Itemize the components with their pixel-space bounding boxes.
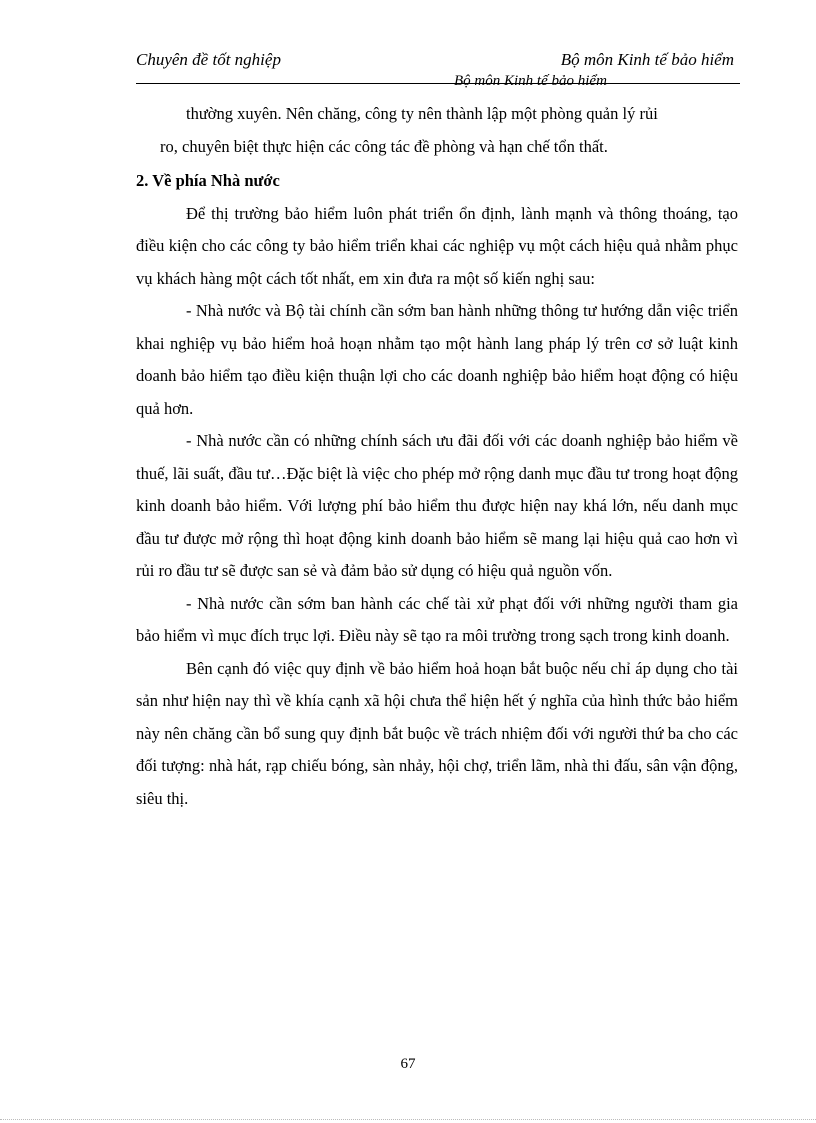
paragraph-intro: Để thị trường bảo hiểm luôn phát triển ổn định, lành mạnh và thông thoáng, tạo điều kiện cho các công ty bảo hiểm triển khai các nghiệp vụ một cách hiệu quả nhằm phục vụ khách hàng một cách tốt nhất, em xin đưa ra một số kiến nghị sau: bbox=[136, 203, 738, 288]
header-department-overlap: Bộ môn Kinh tế bảo hiểm bbox=[454, 73, 607, 89]
section-heading: 2. Về phía Nhà nước bbox=[136, 171, 280, 190]
page-number: 67 bbox=[400, 1056, 416, 1072]
paragraph-continuation-line2: ro, chuyên biệt thực hiện các công tác đề phòng và hạn chế tổn thất. bbox=[160, 136, 608, 156]
paragraph-recommendation-3: - Nhà nước cần sớm ban hành các chế tài xử phạt đối với những người tham gia bảo hiểm vì mục đích trục lợi. Điều này sẽ tạo ra môi trường trong sạch trong kinh doanh. bbox=[136, 593, 738, 645]
page-content bbox=[136, 98, 738, 815]
paragraph-continuation-line1: thường xuyên. Nên chăng, công ty nên thành lập một phòng quản lý rủi bbox=[186, 104, 658, 123]
paragraph-recommendation-1: - Nhà nước và Bộ tài chính cần sớm ban hành những thông tư hướng dẫn việc triển khai nghiệp vụ bảo hiểm hoả hoạn nhằm tạo một hành lang pháp lý trên cơ sở luật kinh doanh bảo hiểm tạo điều kiện thuận lợi cho các doanh nghiệp bảo hiểm hoạt động có hiệu quả hơn. bbox=[136, 301, 738, 418]
page-header bbox=[136, 48, 740, 84]
header-document-type: Chuyên đề tốt nghiệp bbox=[136, 50, 281, 69]
page-bottom-edge bbox=[0, 1119, 816, 1120]
paragraph-recommendation-2: - Nhà nước cần có những chính sách ưu đãi đối với các doanh nghiệp bảo hiểm về thuế, lãi suất, đầu tư…Đặc biệt là việc cho phép mở rộng danh mục đầu tư trong hoạt động kinh doanh bảo hiểm. Với lượng phí bảo hiểm thu được hiện nay khá lớn, nếu danh mục đầu tư được mở rộng thì hoạt động kinh doanh bảo hiểm sẽ mang lại hiệu quả cao hơn vì rủi ro đầu tư sẽ được san sẻ và đảm bảo sử dụng có hiệu quả nguồn vốn. bbox=[136, 431, 738, 580]
paragraph-conclusion: Bên cạnh đó việc quy định về bảo hiểm hoả hoạn bắt buộc nếu chỉ áp dụng cho tài sản như hiện nay thì về khía cạnh xã hội chưa thể hiện hết ý nghĩa của hình thức bảo hiểm này nên chăng cần bổ sung quy định bắt buộc về trách nhiệm đối với người thứ ba cho các đối tượng: nhà hát, rạp chiếu bóng, sàn nhảy, hội chợ, triển lãm, nhà thi đấu, sân vận động, siêu thị. bbox=[136, 658, 738, 808]
header-department: Bộ môn Kinh tế bảo hiểm bbox=[560, 50, 734, 69]
header-rule bbox=[136, 83, 740, 84]
